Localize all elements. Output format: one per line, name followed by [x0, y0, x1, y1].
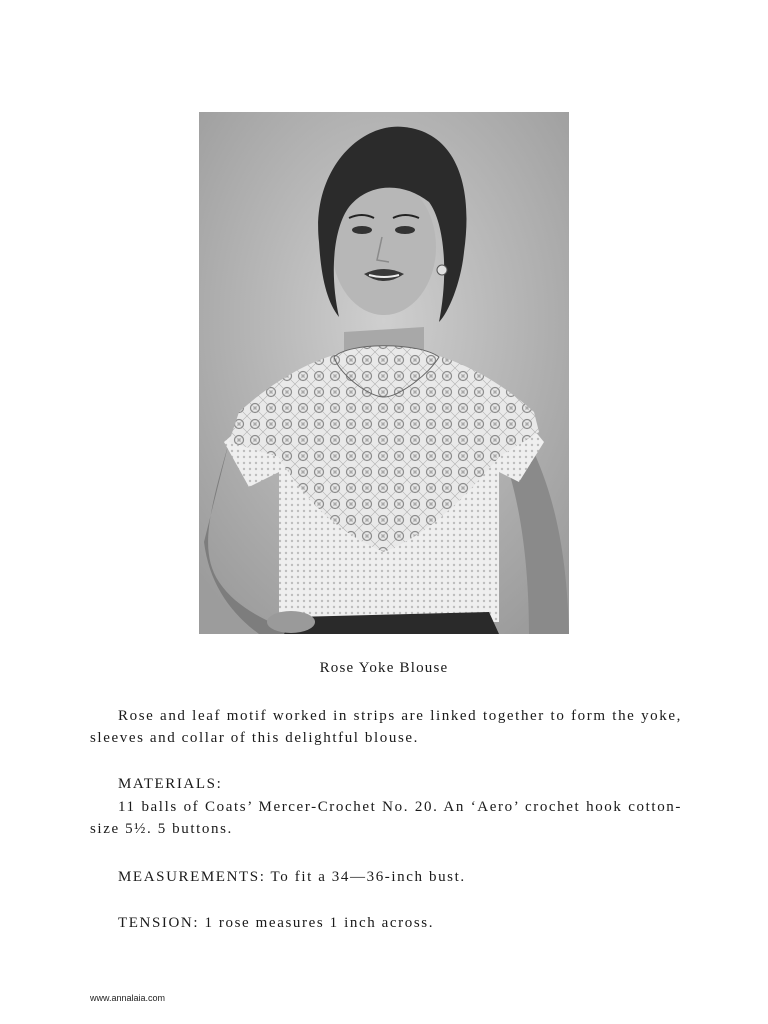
measurements-text: MEASUREMENTS: To fit a 34—36-inch bust. [118, 869, 466, 885]
figure-caption: Rose Yoke Blouse [319, 660, 449, 676]
materials-text: 11 balls of Coats’ Mercer-Crochet No. 20. An ‘Aero’ crochet hook cotton-size 5½. 5 buttons. [90, 799, 682, 837]
tension-paragraph [90, 912, 682, 934]
tension-text: TENSION: 1 rose measures 1 inch across. [118, 915, 435, 931]
intro-text: Rose and leaf motif worked in strips are linked together to form the yoke, sleeves and collar of this delightful blouse. [90, 708, 682, 746]
measurements-paragraph [90, 866, 682, 888]
materials-paragraph [90, 796, 682, 840]
blouse-photo [199, 112, 569, 634]
intro-paragraph [90, 705, 682, 749]
materials-heading: MATERIALS: [118, 776, 223, 792]
materials-heading-line [90, 773, 682, 795]
footer-url-link[interactable]: www.annalaia.com [90, 993, 166, 1003]
